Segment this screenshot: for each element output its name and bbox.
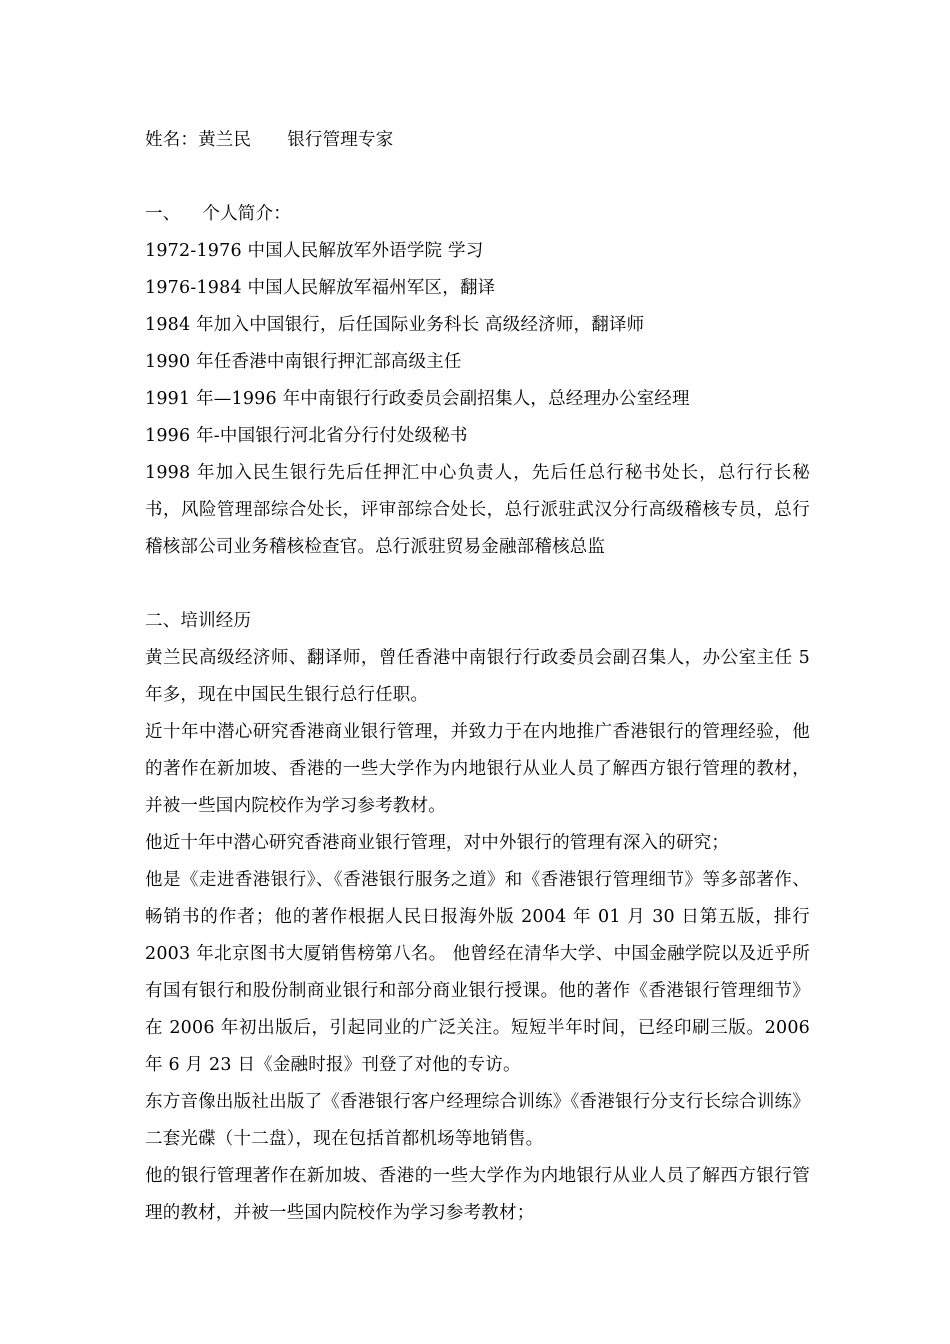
section-1-number: 一、 [145, 204, 181, 224]
training-paragraph: 他的银行管理著作在新加坡、香港的一些大学作为内地银行从业人员了解西方银行管理的教材，并被一些国内院校作为学习参考教材； [145, 1166, 810, 1223]
career-entry: 1991 年—1996 年中南银行行政委员会副招集人，总经理办公室经理 [145, 389, 690, 409]
section-1-title: 个人简介： [202, 204, 291, 224]
career-entry: 1990 年任香港中南银行押汇部高级主任 [145, 352, 462, 372]
section-2-heading: 二、培训经历 [145, 611, 252, 631]
career-entry: 1996 年-中国银行河北省分行付处级秘书 [145, 426, 468, 446]
training-paragraph: 东方音像出版社出版了《香港银行客户经理综合训练》《香港银行分支行长综合训练》二套光碟（十二盘），现在包括首都机场等地销售。 [145, 1092, 810, 1149]
career-paragraph: 1998 年加入民生银行先后任押汇中心负责人，先后任总行秘书处长，总行行长秘书，风险管理部综合处长，评审部综合处长，总行派驻武汉分行高级稽核专员，总行稽核部公司业务稽核检查官。总行派驻贸易金融部稽核总监 [145, 463, 810, 557]
blank-line [145, 566, 810, 603]
training-paragraph: 他近十年中潜心研究香港商业银行管理，对中外银行的管理有深入的研究； [145, 833, 730, 853]
blank-line [145, 159, 810, 196]
training-paragraph: 他是《走进香港银行》、《香港银行服务之道》和《香港银行管理细节》等多部著作、畅销书的作者；他的著作根据人民日报海外版 2004 年 01 月 30 日第五版，排行 2003 年北京图书大厦销售榜第八名。 他曾经在清华大学、中国金融学院以及近乎所有国有银行和股份制商业银行和部分商业银行授课。他的著作《香港银行管理细节》在 2006 年初出版后，引起同业的广泛关注。短短半年时间，已经印刷三版。2006 年 6 月 23 日《金融时报》刊登了对他的专访。 [145, 870, 810, 1075]
career-entry: 1976-1984 中国人民解放军福州军区，翻译 [145, 278, 496, 298]
name-label: 姓名：黄兰民 [145, 130, 252, 150]
career-entry: 1972-1976 中国人民解放军外语学院 学习 [145, 241, 484, 261]
training-paragraph: 近十年中潜心研究香港商业银行管理，并致力于在内地推广香港银行的管理经验，他的著作在新加坡、香港的一些大学作为内地银行从业人员了解西方银行管理的教材，并被一些国内院校作为学习参考教材。 [145, 722, 810, 816]
career-entry: 1984 年加入中国银行，后任国际业务科长 高级经济师，翻译师 [145, 315, 645, 335]
name-line [145, 122, 810, 159]
section-1-heading [145, 196, 810, 233]
document-body [145, 122, 810, 1232]
training-paragraph: 黄兰民高级经济师、翻译师，曾任香港中南银行行政委员会副召集人，办公室主任 5 年多，现在中国民生银行总行任职。 [145, 648, 810, 705]
expert-title: 银行管理专家 [287, 130, 394, 150]
